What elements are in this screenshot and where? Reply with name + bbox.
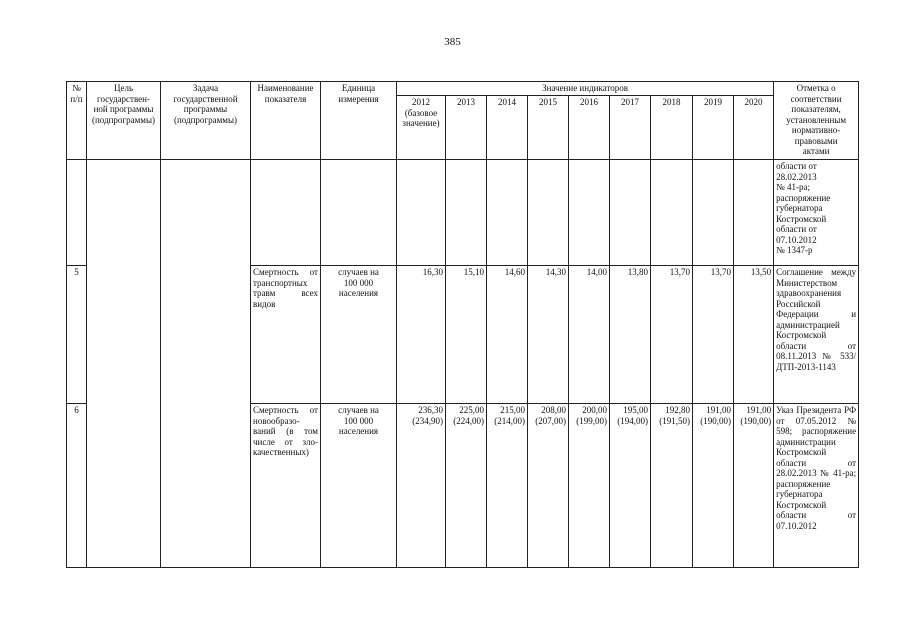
header-goal: Цель государствен- ной программы (подпрограммы) (87, 82, 161, 160)
value-cell: 13,80 (610, 266, 651, 404)
value-cell: 14,60 (487, 266, 528, 404)
header-year-2015: 2015 (528, 96, 569, 160)
value-cell: 200,00 (199,00) (569, 404, 610, 568)
value-cell (693, 160, 734, 266)
value-cell: 236,30 (234,90) (397, 404, 446, 568)
value-cell (569, 160, 610, 266)
value-cell (446, 160, 487, 266)
value-cell: 14,30 (528, 266, 569, 404)
value-cell: 215,00 (214,00) (487, 404, 528, 568)
table-row (67, 160, 859, 266)
header-year-2020: 2020 (734, 96, 774, 160)
row-indicator: Смертность от новообразо-ваний (в том числе от зло-качественных) (251, 404, 321, 568)
value-cell (610, 160, 651, 266)
row-unit: случаев на 100 000 населения (321, 266, 397, 404)
value-cell: 14,00 (569, 266, 610, 404)
row-note: Соглашение между Министерством здравоохранения Российской Федерации и администрацией Костромской области от 08.11.2013 № 533/ДТП-2013-1143 (774, 266, 859, 404)
row-num: 6 (67, 404, 87, 568)
value-cell: 195,00 (194,00) (610, 404, 651, 568)
value-cell (528, 160, 569, 266)
header-year-2014: 2014 (487, 96, 528, 160)
row-indicator: Смертность от транспортных травм всех видов (251, 266, 321, 404)
task-cell (161, 160, 251, 568)
value-cell: 191,00 (190,00) (693, 404, 734, 568)
value-cell: 225,00 (224,00) (446, 404, 487, 568)
row-note: области от 28.02.2013 № 41-ра; распоряжение губернатора Костромской области от 07.10.2012 № 1347-р (774, 160, 859, 266)
header-indicator: Наименование показателя (251, 82, 321, 160)
value-cell: 13,70 (651, 266, 693, 404)
value-cell (651, 160, 693, 266)
indicators-table (66, 81, 859, 568)
value-cell: 13,70 (693, 266, 734, 404)
header-values-group: Значение индикаторов (397, 82, 774, 96)
row-indicator (251, 160, 321, 266)
value-cell: 192,80 (191,50) (651, 404, 693, 568)
header-year-2018: 2018 (651, 96, 693, 160)
header-num: № п/п (67, 82, 87, 160)
row-num (67, 160, 87, 266)
header-year-2016: 2016 (569, 96, 610, 160)
value-cell: 13,50 (734, 266, 774, 404)
header-note: Отметка о соответствии показателям, установленным нормативно- правовыми актами (774, 82, 859, 160)
value-cell (734, 160, 774, 266)
value-cell: 191,00 (190,00) (734, 404, 774, 568)
header-year-2012: 2012 (базовое значение) (397, 96, 446, 160)
header-year-2013: 2013 (446, 96, 487, 160)
value-cell (487, 160, 528, 266)
header-year-2017: 2017 (610, 96, 651, 160)
header-task: Задача государственной программы (подпрограммы) (161, 82, 251, 160)
value-cell: 15,10 (446, 266, 487, 404)
row-unit: случаев на 100 000 населения (321, 404, 397, 568)
row-unit (321, 160, 397, 266)
value-cell: 16,30 (397, 266, 446, 404)
header-unit: Единица измерения (321, 82, 397, 160)
header-year-2019: 2019 (693, 96, 734, 160)
value-cell (397, 160, 446, 266)
page-number: 385 (444, 36, 461, 48)
goal-cell (87, 160, 161, 568)
row-num: 5 (67, 266, 87, 404)
value-cell: 208,00 (207,00) (528, 404, 569, 568)
row-note: Указ Президента РФ от 07.05.2012 № 598; распоряжение администрации Костромской области от 28.02.2013 № 41-ра; распоряжение губернатора Костромской области от 07.10.2012 (774, 404, 859, 568)
